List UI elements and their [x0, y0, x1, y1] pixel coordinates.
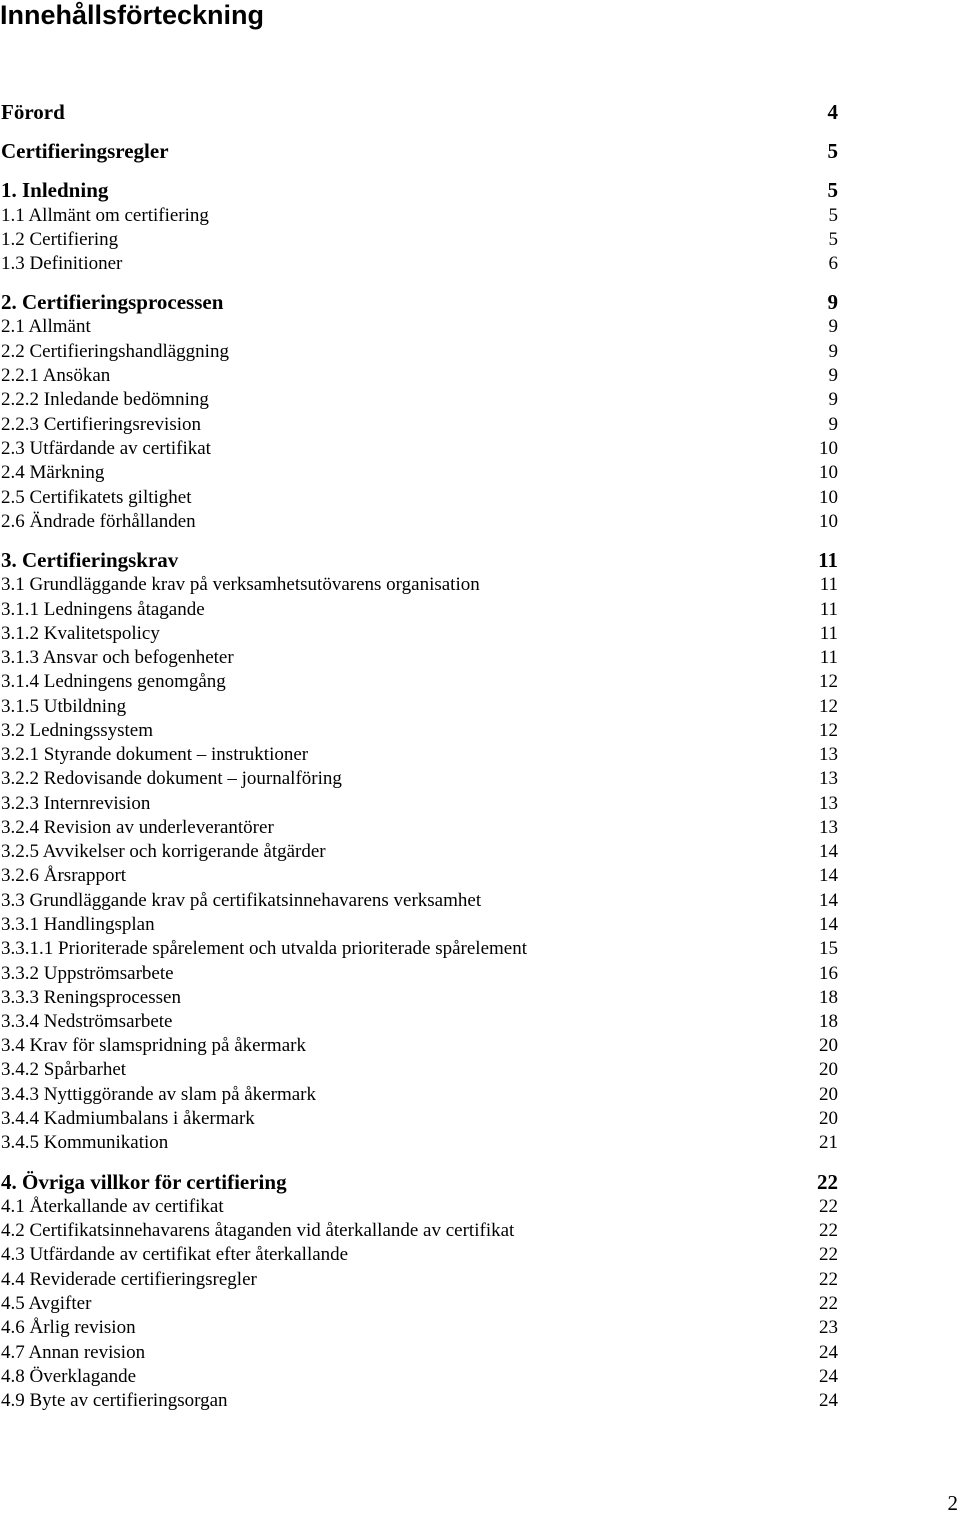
- toc-entry-label: 3.3.4 Nedströmsarbete: [1, 1011, 173, 1032]
- toc-entry[interactable]: [1, 937, 838, 961]
- toc-entry[interactable]: [1, 1268, 838, 1292]
- toc-entry[interactable]: [1, 1292, 838, 1316]
- toc-entry[interactable]: [1, 178, 838, 202]
- toc-entry-page-number: 10: [819, 462, 838, 483]
- toc-entry-label: 3.3.1.1 Prioriterade spårelement och utvalda prioriterade spårelement: [1, 938, 527, 959]
- toc-entry-page-number: 18: [819, 1011, 838, 1032]
- toc-entry[interactable]: [1, 743, 838, 767]
- toc-entry-label: 3.1.3 Ansvar och befogenheter: [1, 647, 234, 668]
- toc-entry[interactable]: [1, 1243, 838, 1267]
- toc-entry-page-number: 9: [828, 316, 838, 337]
- toc-entry[interactable]: [1, 1107, 838, 1131]
- toc-entry-page-number: 24: [819, 1342, 838, 1363]
- toc-entry-page-number: 9: [828, 389, 838, 410]
- toc-entry[interactable]: [1, 340, 838, 364]
- toc-entry-page-number: 22: [819, 1196, 838, 1217]
- toc-entry-label: 3.1.5 Utbildning: [1, 696, 127, 717]
- toc-entry-page-number: 22: [819, 1220, 838, 1241]
- toc-entry-label: 3.1 Grundläggande krav på verksamhetsutövarens organisation: [1, 574, 480, 595]
- toc-entry[interactable]: [1, 986, 838, 1010]
- toc-entry-page-number: 18: [819, 987, 838, 1008]
- toc-entry[interactable]: [1, 1010, 838, 1034]
- toc-entry[interactable]: [1, 816, 838, 840]
- toc-entry-page-number: 5: [827, 178, 838, 202]
- toc-entry[interactable]: [1, 290, 838, 314]
- toc-entry-label: 3.4.4 Kadmiumbalans i åkermark: [1, 1108, 255, 1129]
- toc-entry[interactable]: [1, 913, 838, 937]
- toc-entry-label: 2.2.2 Inledande bedömning: [1, 389, 209, 410]
- toc-entry-page-number: 11: [819, 623, 838, 644]
- toc-entry[interactable]: [1, 889, 838, 913]
- toc-entry-label: 3.4.3 Nyttiggörande av slam på åkermark: [1, 1084, 316, 1105]
- toc-entry-page-number: 14: [819, 841, 838, 862]
- toc-entry[interactable]: [1, 1083, 838, 1107]
- toc-entry[interactable]: [1, 413, 838, 437]
- toc-entry-page-number: 9: [828, 341, 838, 362]
- toc-entry-page-number: 20: [819, 1059, 838, 1080]
- toc-entry[interactable]: [1, 840, 838, 864]
- toc-entry-page-number: 14: [819, 890, 838, 911]
- toc-entry-label: 4. Övriga villkor för certifiering: [1, 1170, 287, 1194]
- toc-entry-page-number: 12: [819, 720, 838, 741]
- toc-entry-page-number: 10: [819, 511, 838, 532]
- toc-entry-label: 3.1.4 Ledningens genomgång: [1, 671, 226, 692]
- toc-entry-label: 3.3.2 Uppströmsarbete: [1, 963, 174, 984]
- toc-entry-page-number: 9: [827, 290, 838, 314]
- toc-entry-label: 2.2 Certifieringshandläggning: [1, 341, 229, 362]
- toc-entry-label: 4.1 Återkallande av certifikat: [1, 1196, 224, 1217]
- toc-entry-label: 1.3 Definitioner: [1, 253, 123, 274]
- toc-entry-label: 3.3.1 Handlingsplan: [1, 914, 155, 935]
- toc-entry-page-number: 14: [819, 914, 838, 935]
- page-title: Innehållsförteckning: [0, 0, 265, 30]
- toc-entry[interactable]: [1, 962, 838, 986]
- toc-entry-label: 3.1.1 Ledningens åtagande: [1, 599, 205, 620]
- toc-entry-label: 4.3 Utfärdande av certifikat efter återkallande: [1, 1244, 349, 1265]
- toc-entry-label: 3. Certifieringskrav: [1, 548, 179, 572]
- toc-entry-label: 2.3 Utfärdande av certifikat: [1, 438, 211, 459]
- toc-entry-page-number: 9: [828, 414, 838, 435]
- toc-entry-page-number: 11: [818, 548, 838, 572]
- toc-entry-page-number: 22: [819, 1244, 838, 1265]
- toc-entry-page-number: 16: [819, 963, 838, 984]
- toc-entry[interactable]: [1, 670, 838, 694]
- toc-entry-label: 2.4 Märkning: [1, 462, 105, 483]
- toc-entry-page-number: 24: [819, 1390, 838, 1411]
- toc-entry[interactable]: [1, 139, 838, 163]
- toc-entry-page-number: 20: [819, 1108, 838, 1129]
- toc-entry[interactable]: [1, 792, 838, 816]
- toc-entry[interactable]: [1, 598, 838, 622]
- toc-entry-label: 3.2.1 Styrande dokument – instruktioner: [1, 744, 309, 765]
- toc-entry-page-number: 13: [819, 817, 838, 838]
- toc-entry[interactable]: [1, 767, 838, 791]
- toc-entry[interactable]: [1, 228, 838, 252]
- toc-entry-page-number: 13: [819, 793, 838, 814]
- toc-entry-label: 2.5 Certifikatets giltighet: [1, 487, 192, 508]
- toc-entry-page-number: 5: [828, 229, 838, 250]
- toc-entry-page-number: 11: [819, 599, 838, 620]
- toc-entry-page-number: 14: [819, 865, 838, 886]
- toc-entry[interactable]: [1, 646, 838, 670]
- toc-entry[interactable]: [1, 315, 838, 339]
- toc-entry[interactable]: [1, 573, 838, 597]
- toc-entry-label: 1.2 Certifiering: [1, 229, 119, 250]
- toc-entry[interactable]: [1, 1131, 838, 1155]
- toc-entry[interactable]: [1, 510, 838, 534]
- toc-entry-label: 4.4 Reviderade certifieringsregler: [1, 1269, 257, 1290]
- toc-entry[interactable]: [1, 1058, 838, 1082]
- toc-entry-label: 2.2.3 Certifieringsrevision: [1, 414, 201, 435]
- toc-entry[interactable]: [1, 1389, 838, 1413]
- toc-entry-page-number: 15: [819, 938, 838, 959]
- toc-entry-page-number: 13: [819, 744, 838, 765]
- toc-entry-label: 4.2 Certifikatsinnehavarens åtaganden vid återkallande av certifikat: [1, 1220, 515, 1241]
- toc-entry-page-number: 13: [819, 768, 838, 789]
- toc-entry-label: 4.5 Avgifter: [1, 1293, 92, 1314]
- toc-entry[interactable]: [1, 1316, 838, 1340]
- toc-entry-page-number: 22: [819, 1269, 838, 1290]
- toc-entry-page-number: 20: [819, 1035, 838, 1056]
- toc-entry[interactable]: [1, 1170, 838, 1194]
- toc-entry[interactable]: [1, 1365, 838, 1389]
- toc-entry-page-number: 6: [828, 253, 838, 274]
- toc-entry-label: 3.4.5 Kommunikation: [1, 1132, 169, 1153]
- toc-entry-label: 3.2.2 Redovisande dokument – journalföring: [1, 768, 342, 789]
- toc-entry[interactable]: [1, 548, 838, 572]
- toc-entry-label: 1.1 Allmänt om certifiering: [1, 205, 209, 226]
- toc-entry-label: 2.1 Allmänt: [1, 316, 91, 337]
- toc-entry-page-number: 20: [819, 1084, 838, 1105]
- toc-entry-label: Förord: [1, 100, 65, 124]
- toc-entry-page-number: 4: [827, 100, 838, 124]
- toc-entry-label: 3.4.2 Spårbarhet: [1, 1059, 127, 1080]
- toc-entry-label: 3.1.2 Kvalitetspolicy: [1, 623, 160, 644]
- toc-entry-label: 3.2 Ledningssystem: [1, 720, 153, 741]
- toc-entry[interactable]: [1, 437, 838, 461]
- toc-entry-page-number: 22: [819, 1293, 838, 1314]
- toc-entry-page-number: 10: [819, 438, 838, 459]
- toc-entry-page-number: 22: [817, 1170, 838, 1194]
- toc-entry-label: Certifieringsregler: [1, 139, 169, 163]
- toc-entry[interactable]: [1, 204, 838, 228]
- toc-entry[interactable]: [1, 622, 838, 646]
- toc-entry-label: 3.3.3 Reningsprocessen: [1, 987, 181, 1008]
- page-number: 2: [947, 1491, 958, 1515]
- toc-entry-label: 4.8 Överklagande: [1, 1366, 137, 1387]
- toc-entry[interactable]: [1, 100, 838, 124]
- toc-entry[interactable]: [1, 1034, 838, 1058]
- toc-entry[interactable]: [1, 1341, 838, 1365]
- toc-entry[interactable]: [1, 1219, 838, 1243]
- toc-entry-label: 3.3 Grundläggande krav på certifikatsinnehavarens verksamhet: [1, 890, 482, 911]
- toc-entry-page-number: 5: [827, 139, 838, 163]
- toc-entry-label: 2. Certifieringsprocessen: [1, 290, 224, 314]
- toc-entry-label: 3.2.5 Avvikelser och korrigerande åtgärder: [1, 841, 326, 862]
- toc-entry-page-number: 23: [819, 1317, 838, 1338]
- toc-entry[interactable]: [1, 252, 838, 276]
- toc-entry-page-number: 21: [819, 1132, 838, 1153]
- toc-entry-label: 2.2.1 Ansökan: [1, 365, 111, 386]
- toc-entry-label: 3.4 Krav för slamspridning på åkermark: [1, 1035, 306, 1056]
- toc-entry-page-number: 9: [828, 365, 838, 386]
- toc-entry-label: 4.7 Annan revision: [1, 1342, 146, 1363]
- toc-entry[interactable]: [1, 695, 838, 719]
- toc-entry-label: 4.6 Årlig revision: [1, 1317, 136, 1338]
- toc-entry[interactable]: [1, 461, 838, 485]
- toc-entry-label: 3.2.4 Revision av underleverantörer: [1, 817, 274, 838]
- toc-entry-label: 1. Inledning: [1, 178, 109, 202]
- toc-entry-page-number: 10: [819, 487, 838, 508]
- toc-entry[interactable]: [1, 364, 838, 388]
- toc-entry[interactable]: [1, 388, 838, 412]
- toc-entry-label: 3.2.6 Årsrapport: [1, 865, 127, 886]
- toc-entry[interactable]: [1, 719, 838, 743]
- toc-entry-label: 2.6 Ändrade förhållanden: [1, 511, 196, 532]
- toc-entry-page-number: 5: [828, 205, 838, 226]
- toc-entry-page-number: 12: [819, 696, 838, 717]
- toc-entry[interactable]: [1, 864, 838, 888]
- toc-entry[interactable]: [1, 486, 838, 510]
- toc-entry[interactable]: [1, 1195, 838, 1219]
- toc-entry-label: 3.2.3 Internrevision: [1, 793, 151, 814]
- toc-entry-label: 4.9 Byte av certifieringsorgan: [1, 1390, 228, 1411]
- toc-entry-page-number: 11: [819, 647, 838, 668]
- toc-entry-page-number: 11: [819, 574, 838, 595]
- toc-entry-page-number: 12: [819, 671, 838, 692]
- toc-entry-page-number: 24: [819, 1366, 838, 1387]
